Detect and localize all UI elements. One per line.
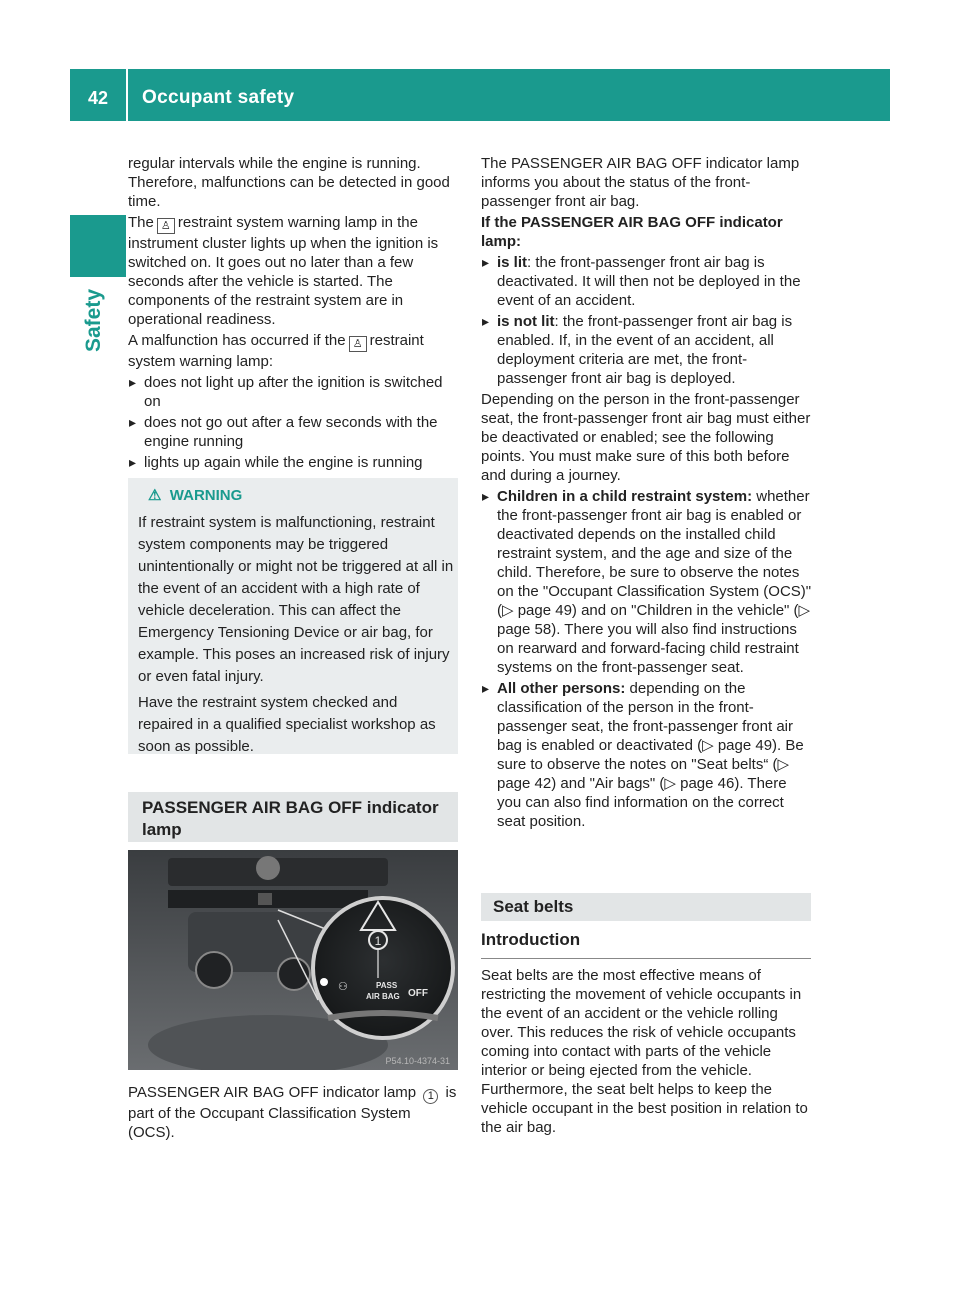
depending-paragraph: Depending on the person in the front-passenger seat, the front-passenger front air bag must either be deactivated or enabled; see the following points. You must make sure of this both before and during a journey. bbox=[481, 391, 811, 484]
photo-caption: PASSENGER AIR BAG OFF indicator lamp 1 is part of the Occupant Classification System (OCS). bbox=[128, 1084, 457, 1141]
triangle-bullet-icon: ▸ bbox=[482, 680, 490, 696]
right-intro: The PASSENGER AIR BAG OFF indicator lamp informs you about the status of the front-passenger front air bag. bbox=[481, 155, 800, 210]
left-column bbox=[128, 154, 460, 474]
introduction-text: Seat belts are the most effective means of restricting the movement of vehicle occupants in the event of an accident or the vehicle rolling over. This reduces the risk of vehicle occupants coming into contact with parts of the vehicle interior or being ejected from the vehicle. Furthermore, the seat belt helps to keep the vehicle occupant in the best position in relation to the air bag. bbox=[481, 967, 808, 1136]
list-item: ▸ does not go out after a few seconds with the engine running bbox=[129, 414, 438, 450]
sub-heading: Introduction bbox=[481, 930, 581, 949]
warning-body bbox=[138, 512, 454, 762]
section-heading: PASSENGER AIR BAG OFF indicator lamp bbox=[128, 792, 458, 842]
list-item: ▸ is not lit: the front-passenger front air bag is enabled. If, in the event of an accident, all deployment criteria are met, the front-passenger front air bag is deployed. bbox=[482, 313, 793, 387]
triangle-bullet-icon: ▸ bbox=[482, 313, 490, 329]
callout-number: 1 bbox=[374, 934, 382, 948]
page-header bbox=[70, 69, 890, 121]
left-intro: regular intervals while the engine is running. Therefore, malfunctions can be detected in good time. bbox=[128, 155, 450, 210]
chapter-title: Occupant safety bbox=[142, 87, 295, 108]
list-item: ▸ is lit: the front-passenger front air bag is deactivated. It will then not be deployed in the event of an accident. bbox=[482, 254, 801, 309]
seated-person-airbag-icon: ♙ bbox=[157, 218, 175, 234]
triangle-bullet-icon: ▸ bbox=[129, 414, 137, 430]
list-item: ▸ Children in a child restraint system: whether the front-passenger front air bag is enabled or deactivated depends on the installed child restraint system, and the age and size of the child. Therefore, be sure to observe the notes on the "Occupant Classification System (OCS)" (▷ page 49) and on "Children in the vehicle" (▷ page 58). There you will also find instructions on rearward and forward-facing child restraint systems on the front-passenger seat. bbox=[482, 488, 812, 676]
image-code: P54.10-4374-31 bbox=[385, 1056, 450, 1066]
side-tab bbox=[70, 215, 126, 277]
lamp-label-airbag: AIR BAG bbox=[366, 992, 400, 1001]
airbag-person-icon: ⚇ bbox=[338, 981, 348, 993]
header-divider bbox=[126, 69, 128, 121]
list-item: ▸ does not light up after the ignition is switched on bbox=[129, 374, 443, 410]
warning-box bbox=[128, 478, 458, 754]
dashboard-photo bbox=[128, 850, 458, 1070]
lamp-label-pass: PASS bbox=[376, 981, 398, 990]
heading-rule bbox=[481, 958, 811, 959]
page-number: 42 bbox=[87, 88, 109, 108]
lamp-description: The ♙ restraint system warning lamp in the instrument cluster lights up when the ignition is switched on. It goes out no later than a few seconds after the vehicle is started. The components of the restraint system are in operational readiness. bbox=[128, 214, 439, 328]
triangle-bullet-icon: ▸ bbox=[482, 488, 490, 504]
triangle-bullet-icon: ▸ bbox=[482, 254, 490, 270]
list-item: ▸ lights up again while the engine is running bbox=[129, 454, 423, 471]
list-item: ▸ All other persons: depending on the classification of the person in the front-passenger seat, the front-passenger front air bag is enabled or deactivated (▷ page 49). Be sure to observe the notes on "Seat belts“ (▷ page 42) and "Air bags" (▷ page 46). There you can also find information on the correct seat position. bbox=[482, 680, 804, 830]
warning-heading: ⚠ WARNING bbox=[148, 487, 243, 504]
warning-triangle-icon: ⚠ bbox=[148, 487, 162, 504]
seated-person-airbag-icon: ♙ bbox=[349, 336, 367, 352]
bold-heading: If the PASSENGER AIR BAG OFF indicator lamp: bbox=[481, 214, 783, 250]
malfunction-intro: A malfunction has occurred if the ♙ restraint system warning lamp: bbox=[128, 332, 424, 370]
triangle-bullet-icon: ▸ bbox=[129, 374, 137, 390]
right-column bbox=[481, 154, 813, 833]
section-heading: Seat belts bbox=[481, 893, 811, 921]
callout-marker-icon: 1 bbox=[423, 1089, 438, 1104]
triangle-bullet-icon: ▸ bbox=[129, 454, 137, 470]
warning-text: If restraint system is malfunctioning, restraint system components may be triggered unintentionally or might not be triggered at all in the event of an accident with a high rate of vehicle deceleration. This can affect the Emergency Tensioning Device or air bag, for example. This poses an increased risk of injury or even fatal injury. bbox=[138, 514, 454, 685]
side-section-label: Safety bbox=[82, 288, 105, 352]
warning-action: Have the restraint system checked and repaired in a qualified specialist workshop as soon as possible. bbox=[138, 694, 436, 755]
lamp-label-off: OFF bbox=[408, 988, 428, 999]
